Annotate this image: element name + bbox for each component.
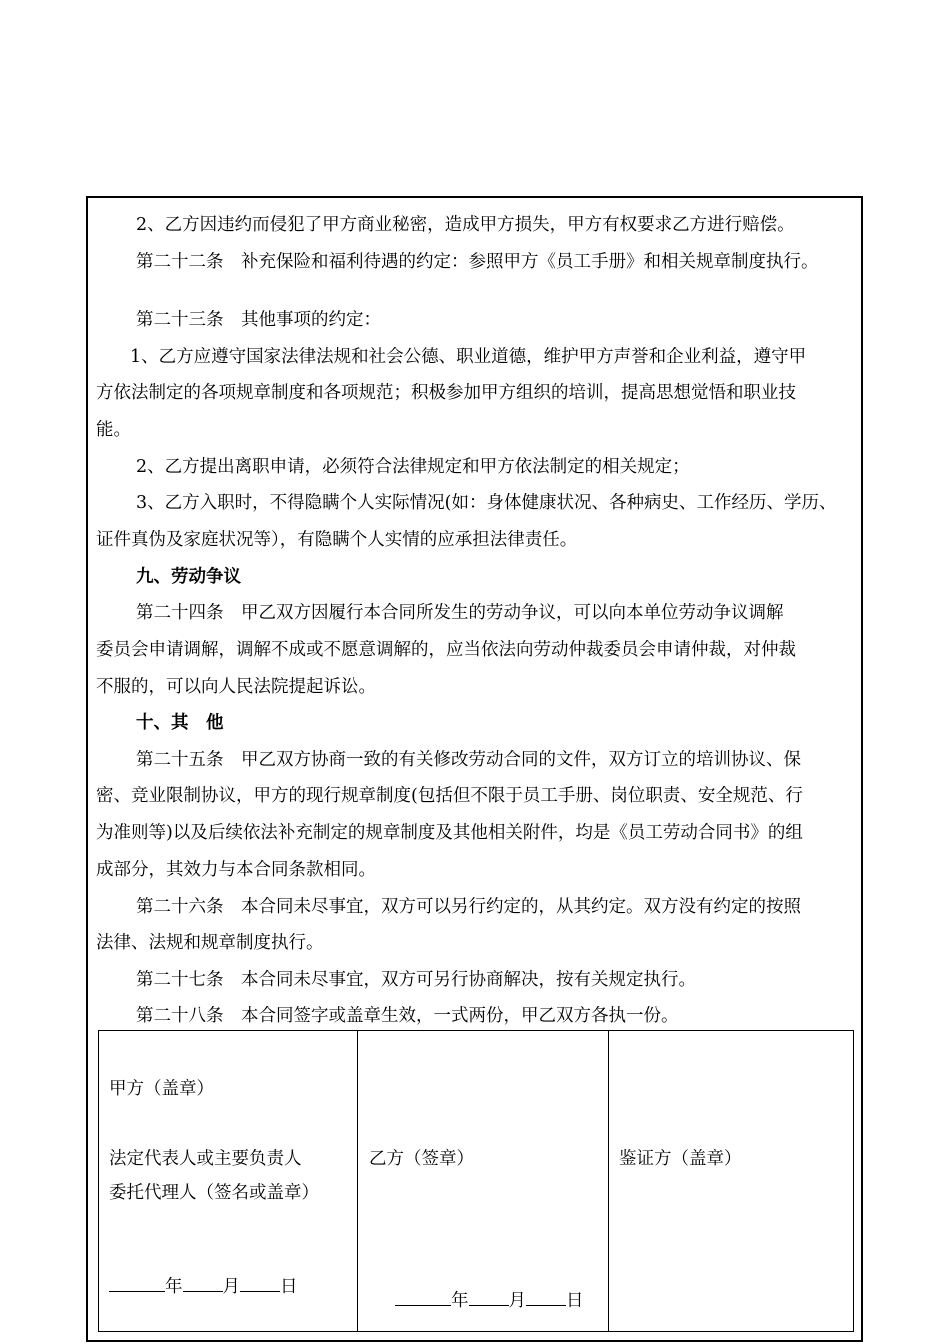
party-b-date: 年 月 日: [395, 1287, 584, 1313]
clause-27: 第二十七条 本合同未尽事宜，双方可另行协商解决，按有关规定执行。: [136, 970, 696, 990]
month-blank[interactable]: [183, 1273, 223, 1292]
clause-22: 第二十二条 补充保险和福利待遇的约定：参照甲方《员工手册》和相关规章制度执行。: [136, 252, 819, 272]
witness-label: 鉴证方（盖章）: [619, 1149, 742, 1169]
section-heading-10: 十、其 他: [136, 713, 224, 733]
column-divider: [608, 1031, 609, 1331]
clause-text: 为准则等)以及后续依法补充制定的规章制度及其他相关附件，均是《员工劳动合同书》的组: [96, 823, 803, 843]
clause-text: 证件真伪及家庭状况等），有隐瞒个人实情的应承担法律责任。: [96, 530, 578, 550]
party-a-label: 甲方（盖章）: [109, 1079, 214, 1099]
day-blank[interactable]: [526, 1287, 566, 1306]
year-blank[interactable]: [109, 1273, 165, 1292]
clause-text: 3、乙方入职时，不得隐瞒个人实际情况(如：身体健康状况、各种病史、工作经历、学历、: [136, 493, 837, 513]
clause-text: 成部分，其效力与本合同条款相同。: [96, 860, 376, 880]
year-blank[interactable]: [395, 1287, 451, 1306]
clause-text: 2、乙方因违约而侵犯了甲方商业秘密，造成甲方损失，甲方有权要求乙方进行赔偿。: [136, 215, 795, 235]
party-b-label: 乙方（签章）: [369, 1149, 474, 1169]
clause-28: 第二十八条 本合同签字或盖章生效，一式两份，甲乙双方各执一份。: [136, 1006, 679, 1026]
clause-text: 委员会申请调解，调解不成或不愿意调解的，应当依法向劳动仲裁委员会申请仲裁，对仲裁: [96, 640, 796, 660]
clause-26: 第二十六条 本合同未尽事宜，双方可以另行约定的，从其约定。双方没有约定的按照: [136, 897, 801, 917]
clause-text: 能。: [96, 420, 131, 440]
clause-text: 方依法制定的各项规章制度和各项规范；积极参加甲方组织的培训，提高思想觉悟和职业技: [96, 383, 796, 403]
clause-23: 第二十三条 其他事项的约定：: [136, 310, 381, 330]
signature-table: [98, 1030, 854, 1332]
clause-25: 第二十五条 甲乙双方协商一致的有关修改劳动合同的文件，双方订立的培训协议、保: [136, 750, 801, 770]
agent-label: 委托代理人（签名或盖章）: [109, 1183, 319, 1203]
clause-24: 第二十四条 甲乙双方因履行本合同所发生的劳动争议，可以向本单位劳动争议调解: [136, 603, 784, 623]
clause-text: 不服的，可以向人民法院提起诉讼。: [96, 677, 376, 697]
month-blank[interactable]: [469, 1287, 509, 1306]
legal-representative-label: 法定代表人或主要负责人: [109, 1149, 302, 1169]
clause-text: 1、乙方应遵守国家法律法规和社会公德、职业道德，维护甲方声誉和企业利益，遵守甲: [130, 347, 807, 367]
column-divider: [357, 1031, 358, 1331]
party-a-date: 年 月 日: [109, 1273, 298, 1299]
section-heading-9: 九、劳动争议: [136, 567, 241, 587]
day-blank[interactable]: [240, 1273, 280, 1292]
clause-text: 密、竞业限制协议，甲方的现行规章制度(包括但不限于员工手册、岗位职责、安全规范、行: [96, 786, 803, 806]
clause-text: 2、乙方提出离职申请，必须符合法律规定和甲方依法制定的相关规定；: [136, 457, 690, 477]
clause-text: 法律、法规和规章制度执行。: [96, 933, 324, 953]
